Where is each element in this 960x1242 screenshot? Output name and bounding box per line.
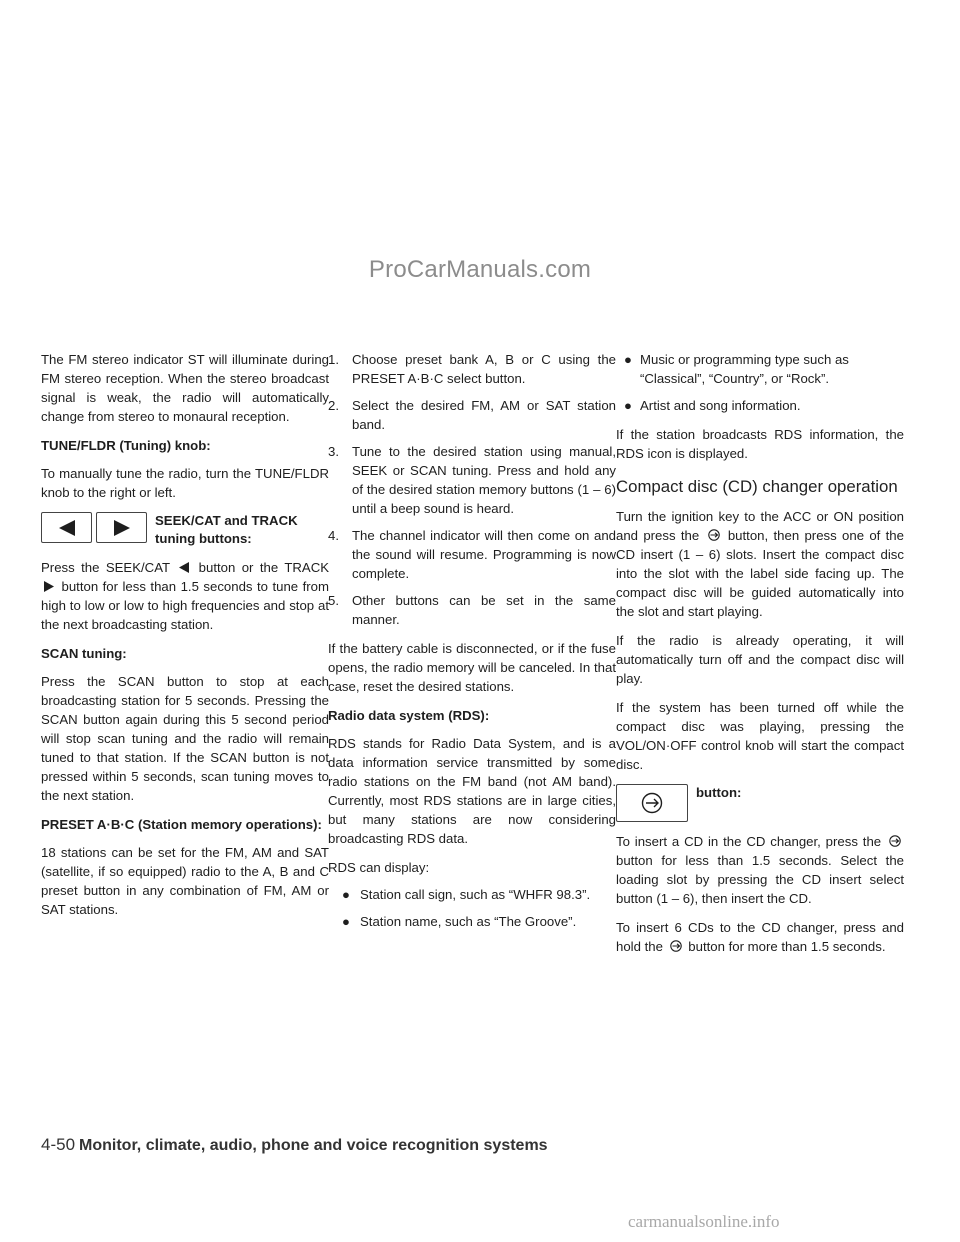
cd-insert-icon (888, 835, 902, 847)
stereo-indicator-text: The FM stereo indicator ST will illuminate during FM stereo reception. When the stereo broadcast signal is weak, the radio will automatically change from stereo to monaural reception. (41, 352, 329, 424)
tune-text: To manually tune the radio, turn the TUNE/FLDR knob to the right or left. (41, 466, 329, 500)
insert-one-cd-text: To insert a CD in the CD changer, press the button for less than 1.5 seconds. Select the loading slot by pressing the CD insert select button (1 – 6), then insert the CD. (616, 834, 904, 906)
seek-button-icon (41, 512, 92, 543)
cd-insert-icon (669, 940, 683, 952)
rds-heading: Radio data system (RDS): (328, 708, 490, 723)
seek-track-heading-row (41, 512, 329, 548)
list-item: ● Music or programming type such as “Classical”, “Country”, or “Rock”. (624, 352, 849, 386)
list-item: 4. The channel indicator will then come on and the sound will resume. Programming is now complete. (328, 528, 616, 581)
watermark-top: ProCarManuals.com (368, 256, 592, 283)
watermark-bottom: carmanualsonline.info (628, 1212, 780, 1231)
list-item: 3. Tune to the desired station using manual, SEEK or SCAN tuning. Press and hold any of the desired station memory buttons (1 – 6) until a beep sound is heard. (328, 444, 616, 516)
rds-bullets (328, 885, 616, 931)
tune-heading: TUNE/FLDR (Tuning) knob: (41, 438, 211, 453)
seek-left-icon (178, 562, 190, 573)
track-right-icon (43, 581, 55, 592)
cd-insert-button-heading: button: (696, 785, 742, 800)
list-item: ● Artist and song information. (624, 398, 801, 413)
seek-track-heading: SEEK/CAT and TRACK tuning buttons: (155, 513, 298, 546)
rds-bullets-continued (616, 350, 904, 415)
column-2 (328, 350, 616, 941)
preset-heading: PRESET A·B·C (Station memory operations): (41, 817, 322, 832)
page-footer (41, 1135, 548, 1155)
column-3 (616, 350, 904, 966)
cd-text-2: If the radio is already operating, it will automatically turn off and the compact disc will play. (616, 633, 904, 686)
rds-can-display: RDS can display: (328, 860, 430, 875)
page-number: 4-50 (41, 1135, 76, 1154)
column-1 (41, 350, 329, 929)
list-item: ● Station name, such as “The Groove”. (342, 914, 577, 929)
list-item: 2. Select the desired FM, AM or SAT station band. (328, 398, 616, 432)
scan-heading: SCAN tuning: (41, 646, 127, 661)
cd-heading: Compact disc (CD) changer operation (616, 477, 898, 496)
rds-icon-text: If the station broadcasts RDS information, the RDS icon is displayed. (616, 427, 904, 461)
cd-insert-button-heading-row (616, 784, 904, 822)
cd-text-3: If the system has been turned off while the compact disc was playing, pressing the VOL/ON·OFF control knob will start the compact disc. (616, 700, 904, 772)
cd-insert-button-icon (616, 784, 688, 822)
list-item: 5. Other buttons can be set in the same manner. (328, 593, 616, 627)
track-button-icon (96, 512, 147, 543)
list-item: ● Station call sign, such as “WHFR 98.3”. (342, 887, 591, 902)
seek-text: Press the SEEK/CAT button or the TRACK button for less than 1.5 seconds to tune from high to low or low to high frequencies and stop at the next broadcasting station. (41, 560, 330, 632)
section-title: Monitor, climate, audio, phone and voice recognition systems (79, 1137, 548, 1154)
cd-insert-icon (707, 529, 721, 541)
battery-text: If the battery cable is disconnected, or if the fuse opens, the radio memory will be canceled. In that case, reset the desired stations. (328, 641, 616, 694)
preset-steps-list (328, 350, 616, 629)
list-item: 1. Choose preset bank A, B or C using the PRESET A·B·C select button. (328, 352, 616, 386)
insert-six-cds-text: To insert 6 CDs to the CD changer, press and hold the button for more than 1.5 seconds. (616, 920, 904, 954)
preset-text: 18 stations can be set for the FM, AM and SAT (satellite, if so equipped) radio to the A, B and C preset button in any combination of FM, AM or SAT stations. (41, 845, 329, 917)
cd-text-1: Turn the ignition key to the ACC or ON position and press the button, then press one of the CD insert (1 – 6) slots. Insert the compact disc into the slot with the label side facing up. The compact disc will be guided automatically into the slot and start playing. (616, 509, 904, 619)
scan-text: Press the SCAN button to stop at each broadcasting station for 5 seconds. Pressing the SCAN button again during this 5 second period will stop scan tuning and the radio will remain tuned to that station. If the SCAN button is not pressed within 5 seconds, scan tuning moves to the next station. (41, 674, 329, 803)
rds-text: RDS stands for Radio Data System, and is a data information service transmitted by some radio stations on the FM band (not AM band). Currently, most RDS stations are in large cities, but many stations are now considering broadcasting RDS data. (328, 736, 616, 846)
